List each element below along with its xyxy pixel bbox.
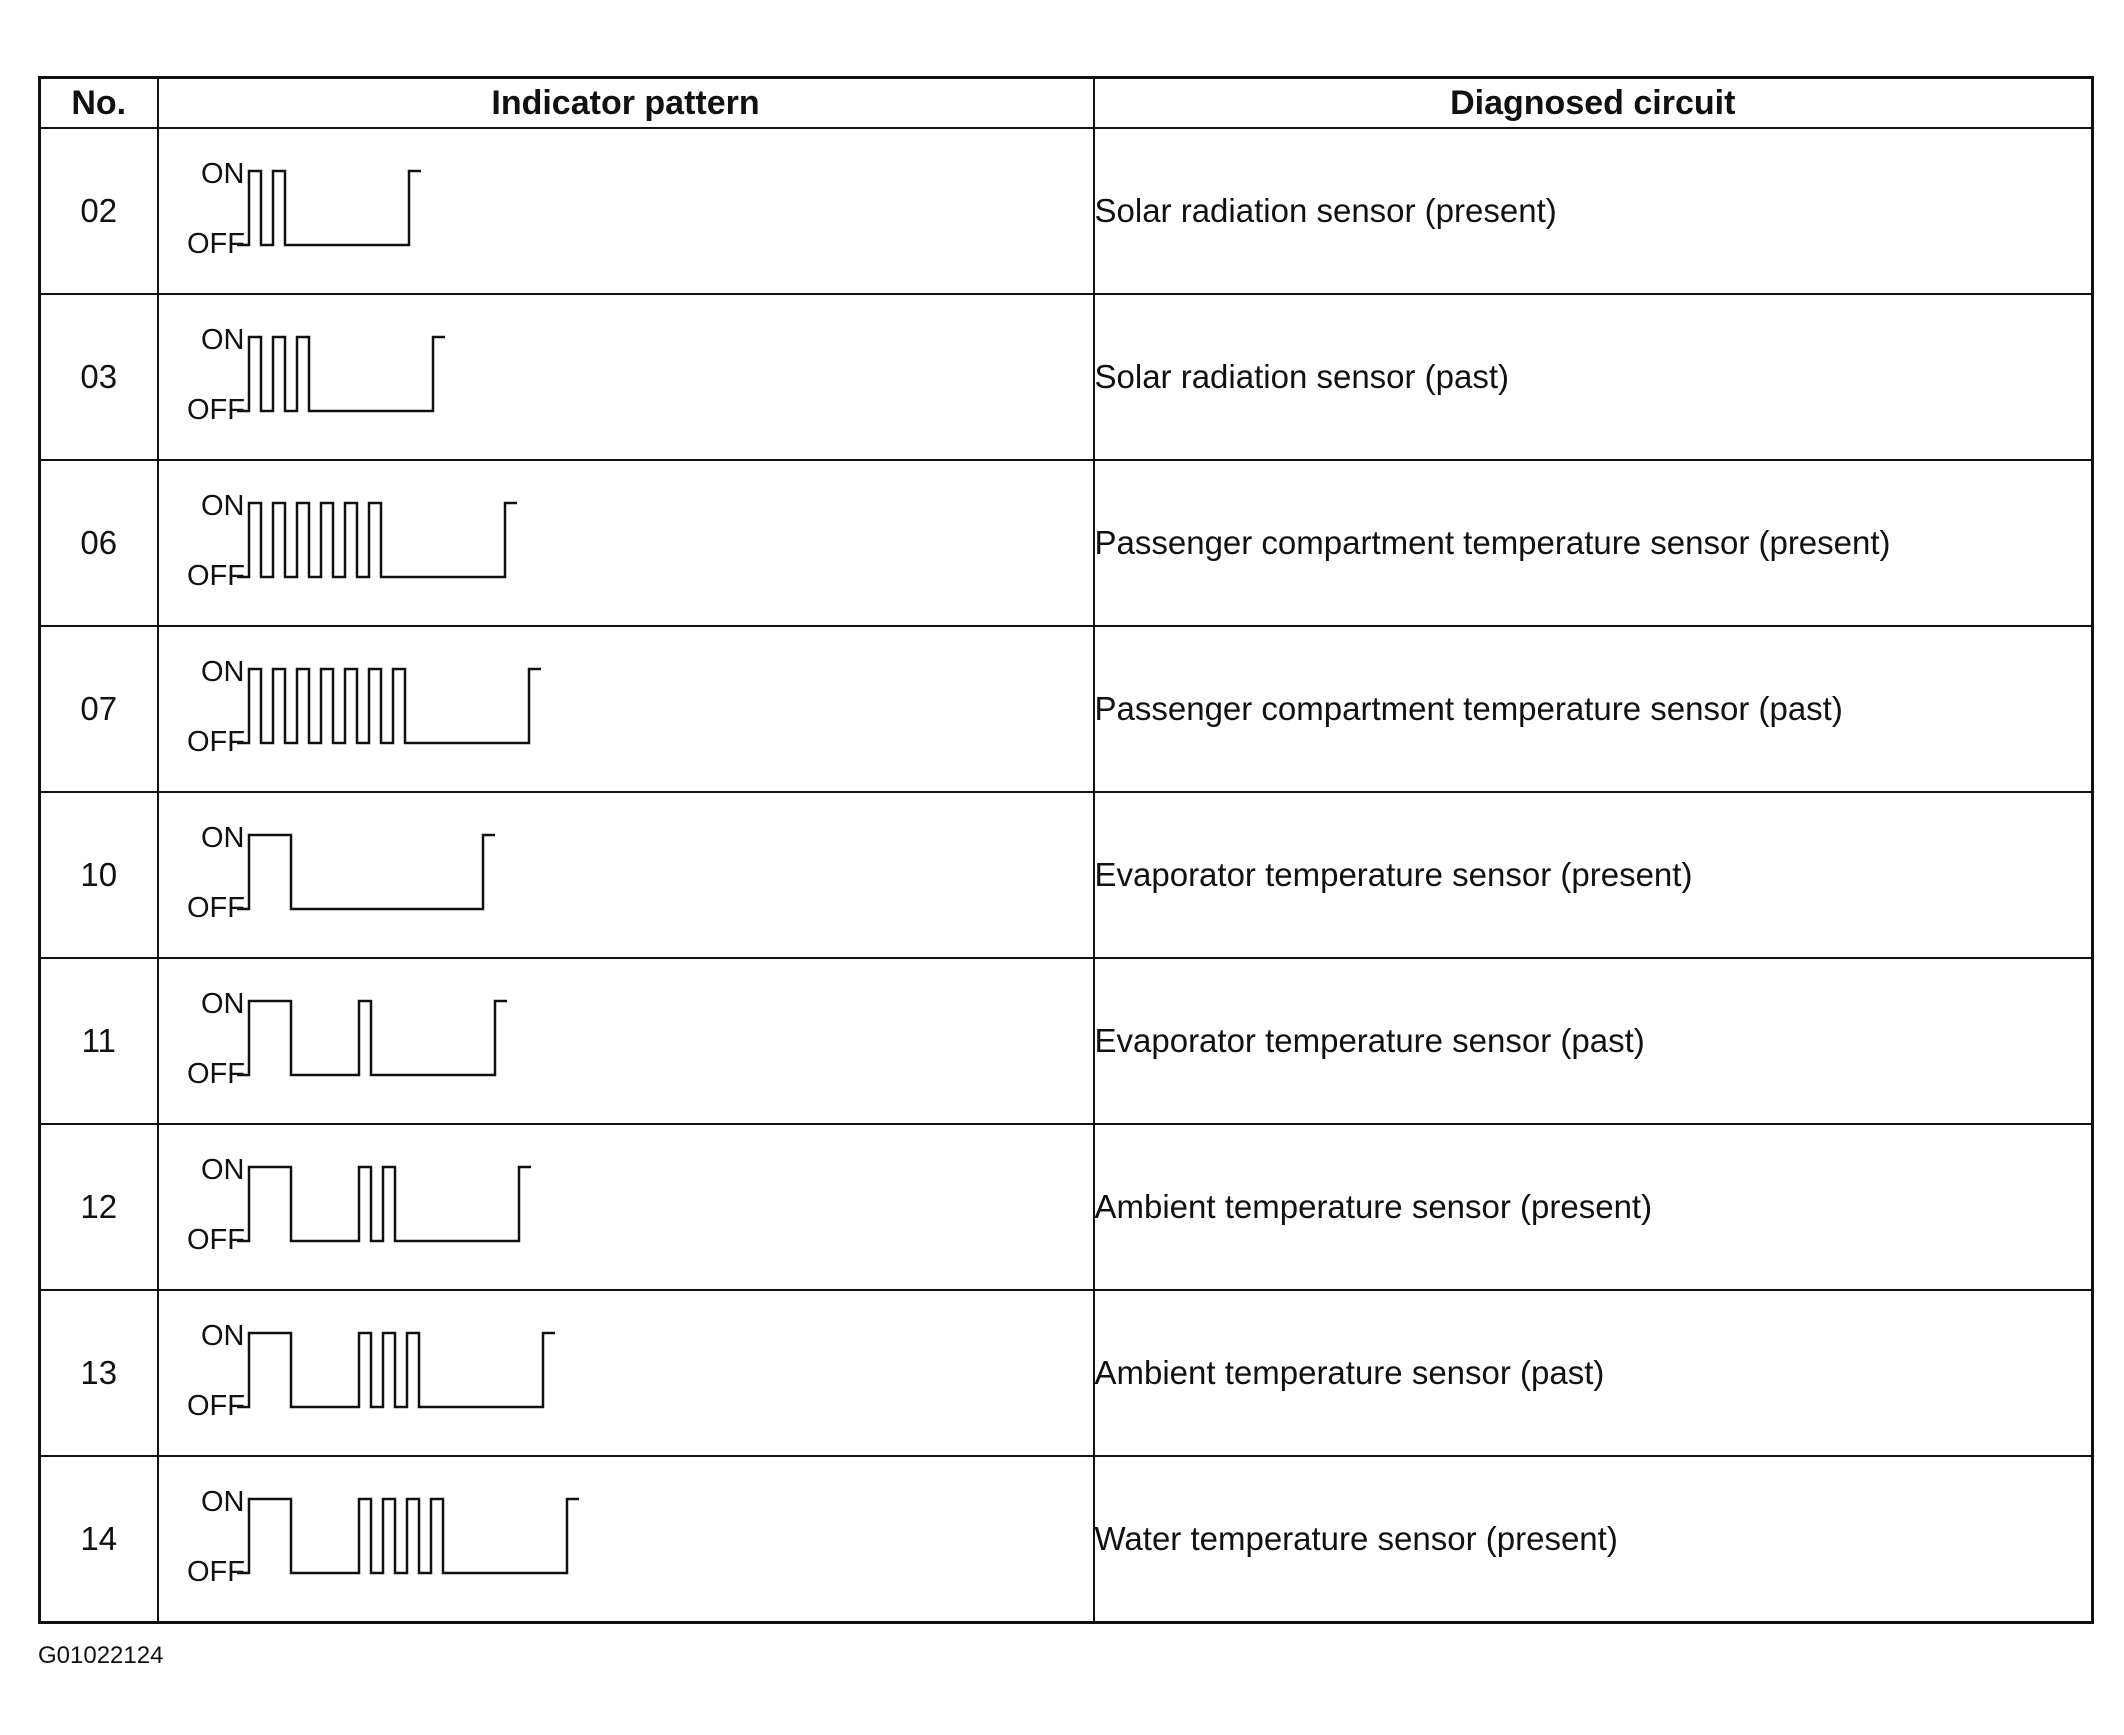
indicator-pattern-cell — [158, 1290, 1094, 1456]
pulse-waveform — [237, 503, 517, 577]
off-label: OFF — [186, 560, 245, 592]
table-body — [40, 128, 2093, 1622]
table-row — [40, 1290, 2093, 1456]
header-indicator-pattern: Indicator pattern — [158, 78, 1094, 129]
indicator-pattern-waveform — [159, 297, 1095, 457]
on-label: ON — [200, 158, 244, 190]
table-row — [40, 460, 2093, 626]
pulse-waveform — [237, 835, 495, 909]
off-label: OFF — [186, 1555, 245, 1588]
table-row — [40, 128, 2093, 294]
off-label: OFF — [186, 1058, 245, 1090]
diagnosed-circuit: Ambient temperature sensor (present) — [1094, 1124, 2093, 1290]
diagnosed-circuit: Water temperature sensor (present) — [1094, 1456, 2093, 1622]
diagnosed-circuit: Solar radiation sensor (present) — [1094, 128, 2093, 294]
table-row — [40, 792, 2093, 958]
on-label: ON — [200, 324, 244, 356]
indicator-pattern-waveform — [159, 961, 1095, 1121]
indicator-pattern-waveform — [159, 629, 1095, 789]
diagnosed-circuit: Solar radiation sensor (past) — [1094, 294, 2093, 460]
on-label: ON — [200, 1485, 244, 1518]
off-label: OFF — [186, 228, 245, 260]
on-label: ON — [200, 822, 244, 854]
pulse-waveform — [237, 1333, 555, 1407]
code-number: 10 — [40, 792, 158, 958]
indicator-pattern-waveform — [159, 1293, 1095, 1453]
indicator-pattern-cell — [158, 958, 1094, 1124]
code-number: 11 — [40, 958, 158, 1124]
diagnosed-circuit: Evaporator temperature sensor (past) — [1094, 958, 2093, 1124]
indicator-pattern-waveform — [159, 1127, 1095, 1287]
on-label: ON — [200, 1154, 244, 1186]
table-row — [40, 294, 2093, 460]
indicator-pattern-cell — [158, 128, 1094, 294]
pulse-waveform — [237, 669, 541, 743]
indicator-pattern-cell — [158, 460, 1094, 626]
off-label: OFF — [186, 892, 245, 924]
code-number: 06 — [40, 460, 158, 626]
indicator-pattern-cell — [158, 626, 1094, 792]
table-row — [40, 626, 2093, 792]
off-label: OFF — [186, 394, 245, 426]
off-label: OFF — [186, 1390, 245, 1422]
code-number: 14 — [40, 1456, 158, 1622]
figure-id: G01022124 — [38, 1642, 164, 1669]
indicator-pattern-waveform — [159, 463, 1095, 623]
code-number: 13 — [40, 1290, 158, 1456]
table-row — [40, 958, 2093, 1124]
pulse-waveform — [237, 1499, 579, 1573]
on-label: ON — [200, 656, 244, 688]
code-number: 02 — [40, 128, 158, 294]
diagnosed-circuit: Ambient temperature sensor (past) — [1094, 1290, 2093, 1456]
code-number: 12 — [40, 1124, 158, 1290]
indicator-pattern-waveform — [159, 131, 1095, 291]
indicator-pattern-cell — [158, 294, 1094, 460]
pulse-waveform — [237, 1167, 531, 1241]
indicator-pattern-cell — [158, 792, 1094, 958]
diagnosis-code-table — [38, 76, 2094, 1624]
pulse-waveform — [237, 337, 445, 411]
header-no: No. — [40, 78, 158, 129]
pulse-waveform — [237, 171, 421, 245]
header-row — [40, 78, 2093, 129]
indicator-pattern-waveform — [159, 795, 1095, 955]
on-label: ON — [200, 988, 244, 1020]
diagnosed-circuit: Passenger compartment temperature sensor (past) — [1094, 626, 2093, 792]
header-diagnosed-circuit: Diagnosed circuit — [1094, 78, 2093, 129]
diagnosed-circuit: Evaporator temperature sensor (present) — [1094, 792, 2093, 958]
indicator-pattern-waveform — [159, 1459, 1095, 1619]
indicator-pattern-cell — [158, 1124, 1094, 1290]
pulse-waveform — [237, 1001, 507, 1075]
table-row — [40, 1124, 2093, 1290]
on-label: ON — [200, 1320, 244, 1352]
code-number: 03 — [40, 294, 158, 460]
diagnosed-circuit: Passenger compartment temperature sensor (present) — [1094, 460, 2093, 626]
off-label: OFF — [186, 726, 245, 758]
on-label: ON — [200, 490, 244, 522]
off-label: OFF — [186, 1224, 245, 1256]
code-number: 07 — [40, 626, 158, 792]
table-row — [40, 1456, 2093, 1622]
indicator-pattern-cell — [158, 1456, 1094, 1622]
